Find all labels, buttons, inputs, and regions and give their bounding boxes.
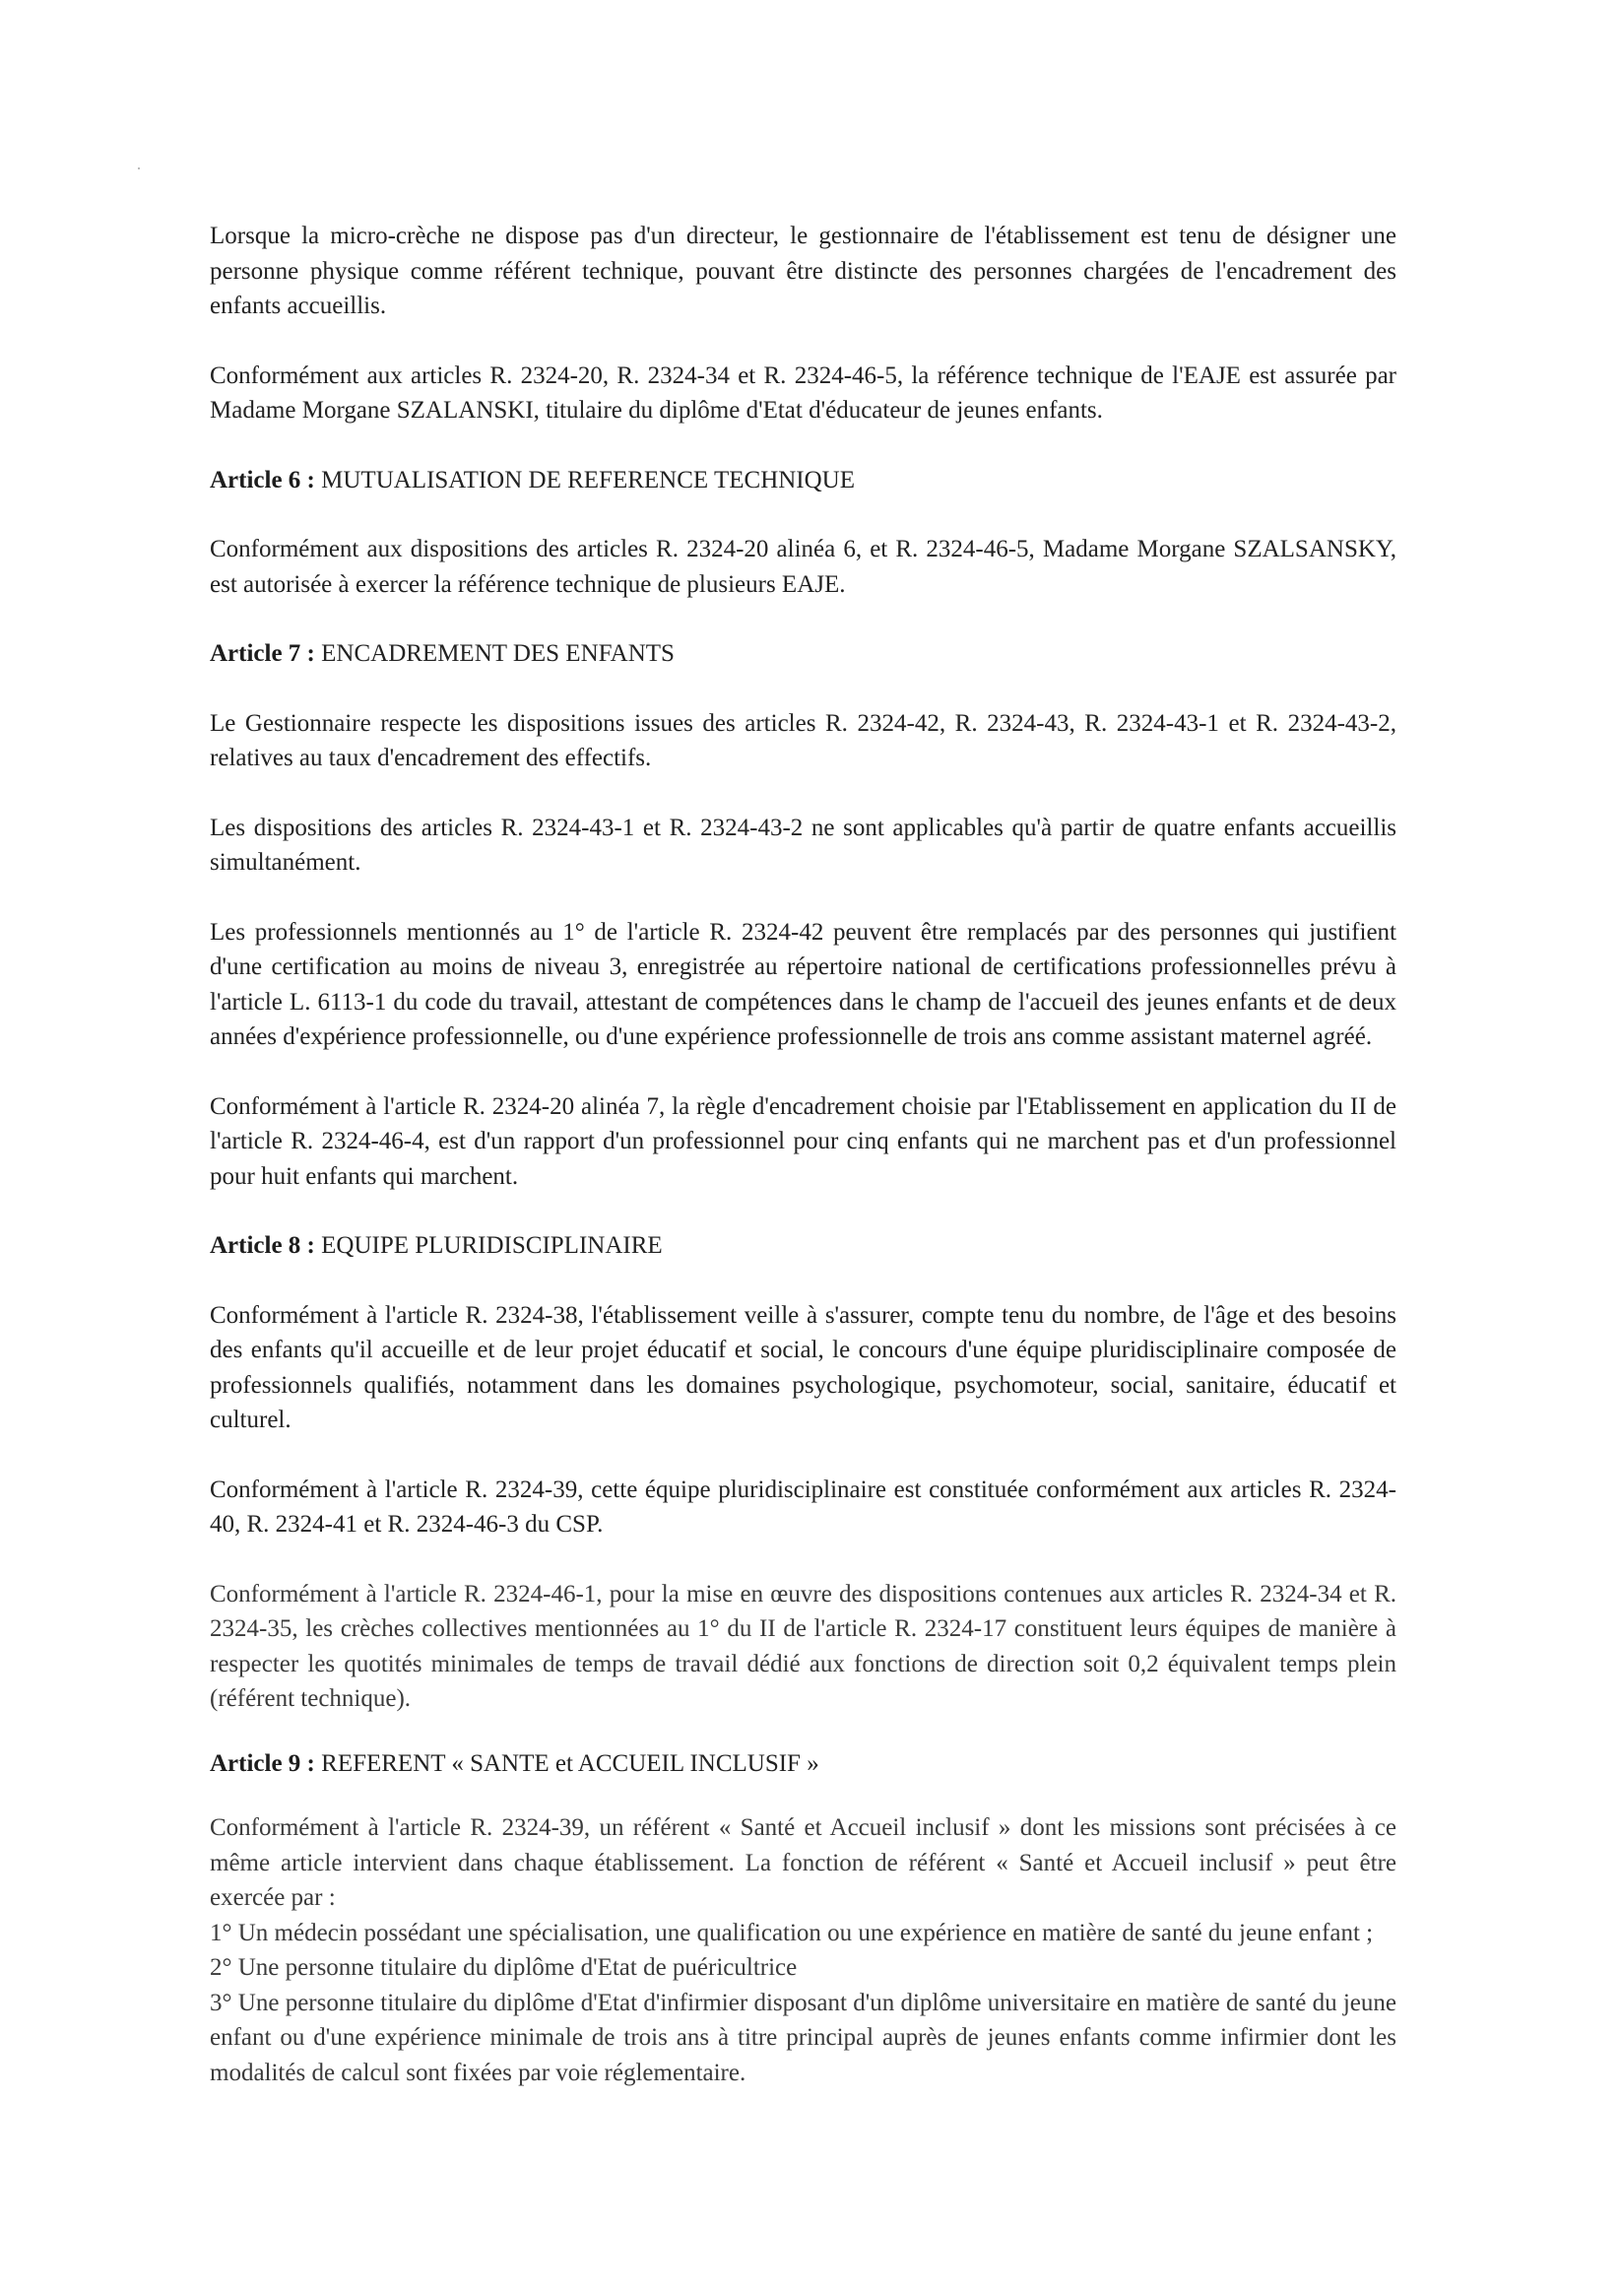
article-8-heading: [210, 1228, 1396, 1264]
article-9-item-2: 2° Une personne titulaire du diplôme d'Etat de puéricultrice: [210, 1954, 798, 1981]
article-6-heading: [210, 463, 1396, 498]
document-page: [210, 219, 1396, 2090]
article-9-number: Article 9 :: [210, 1749, 315, 1777]
article-9-title: REFERENT « SANTE et ACCUEIL INCLUSIF »: [321, 1749, 819, 1777]
article-7-paragraph-1: Le Gestionnaire respecte les dispositions issues des articles R. 2324-42, R. 2324-43, R. 2324-43-1 et R. 2324-43-2, relatives au taux d'encadrement des effectifs.: [210, 709, 1396, 771]
article-7-number: Article 7 :: [210, 640, 315, 667]
intro-paragraph-1: Lorsque la micro-crèche ne dispose pas d'un directeur, le gestionnaire de l'établissement est tenu de désigner une personne physique comme référent technique, pouvant être distincte des personnes chargées de l'encadrement des enfants accueillis.: [210, 223, 1396, 319]
article-9-intro: Conformément à l'article R. 2324-39, un référent « Santé et Accueil inclusif » dont les missions sont précisées à ce même article intervient dans chaque établissement. La fonction de référent « Santé et Accueil inclusif » peut être exercée par :: [210, 1814, 1396, 1911]
article-6-paragraph-1: Conformément aux dispositions des articles R. 2324-20 alinéa 6, et R. 2324-46-5, Madame Morgane SZALSANSKY, est autorisée à exercer la référence technique de plusieurs EAJE.: [210, 536, 1396, 598]
article-9-item-3: 3° Une personne titulaire du diplôme d'Etat d'infirmier disposant d'un diplôme universitaire en matière de santé du jeune enfant ou d'une expérience minimale de trois ans à titre principal auprès de jeunes enfants comme infirmier dont les modalités de calcul sont fixées par voie réglementaire.: [210, 1989, 1396, 2086]
article-8-paragraph-3: Conformément à l'article R. 2324-46-1, pour la mise en œuvre des dispositions contenues aux articles R. 2324-34 et R. 2324-35, les crèches collectives mentionnées au 1° du II de l'article R. 2324-17 constituent leurs équipes de manière à respecter les quotités minimales de temps de travail dédié aux fonctions de direction soit 0,2 équivalent temps plein (référent technique).: [210, 1580, 1396, 1712]
article-7-heading: [210, 636, 1396, 672]
article-9-heading: [210, 1746, 1396, 1782]
scan-speck: [138, 167, 140, 169]
article-6-title: MUTUALISATION DE REFERENCE TECHNIQUE: [321, 466, 856, 493]
article-9-item-1: 1° Un médecin possédant une spécialisation, une qualification ou une expérience en matière de santé du jeune enfant ;: [210, 1919, 1374, 1946]
article-7-title: ENCADREMENT DES ENFANTS: [321, 640, 675, 667]
article-8-paragraph-2: Conformément à l'article R. 2324-39, cette équipe pluridisciplinaire est constituée conformément aux articles R. 2324-40, R. 2324-41 et R. 2324-46-3 du CSP.: [210, 1476, 1396, 1538]
article-8-title: EQUIPE PLURIDISCIPLINAIRE: [321, 1232, 663, 1259]
article-7-paragraph-3: Les professionnels mentionnés au 1° de l'article R. 2324-42 peuvent être remplacés par des personnes qui justifient d'une certification au moins de niveau 3, enregistrée au répertoire national de certifications professionnelles prévu à l'article L. 6113-1 du code du travail, attestant de compétences dans le champ de l'accueil des jeunes enfants et de deux années d'expérience professionnelle, ou d'une expérience professionnelle de trois ans comme assistant maternel agréé.: [210, 918, 1396, 1050]
article-6-number: Article 6 :: [210, 466, 315, 493]
article-8-paragraph-1: Conformément à l'article R. 2324-38, l'établissement veille à s'assurer, compte tenu du nombre, de l'âge et des besoins des enfants qu'il accueille et de leur projet éducatif et social, le concours d'une équipe pluridisciplinaire composée de professionnels qualifiés, notamment dans les domaines psychologique, psychomoteur, social, sanitaire, éducatif et culturel.: [210, 1301, 1396, 1433]
article-7-paragraph-4: Conformément à l'article R. 2324-20 alinéa 7, la règle d'encadrement choisie par l'Etablissement en application du II de l'article R. 2324-46-4, est d'un rapport d'un professionnel pour cinq enfants qui ne marchent pas et d'un professionnel pour huit enfants qui marchent.: [210, 1092, 1396, 1190]
article-8-number: Article 8 :: [210, 1232, 315, 1259]
intro-paragraph-2: Conformément aux articles R. 2324-20, R. 2324-34 et R. 2324-46-5, la référence technique de l'EAJE est assurée par Madame Morgane SZALANSKI, titulaire du diplôme d'Etat d'éducateur de jeunes enfants.: [210, 361, 1396, 424]
article-7-paragraph-2: Les dispositions des articles R. 2324-43-1 et R. 2324-43-2 ne sont applicables qu'à partir de quatre enfants accueillis simultanément.: [210, 814, 1396, 876]
